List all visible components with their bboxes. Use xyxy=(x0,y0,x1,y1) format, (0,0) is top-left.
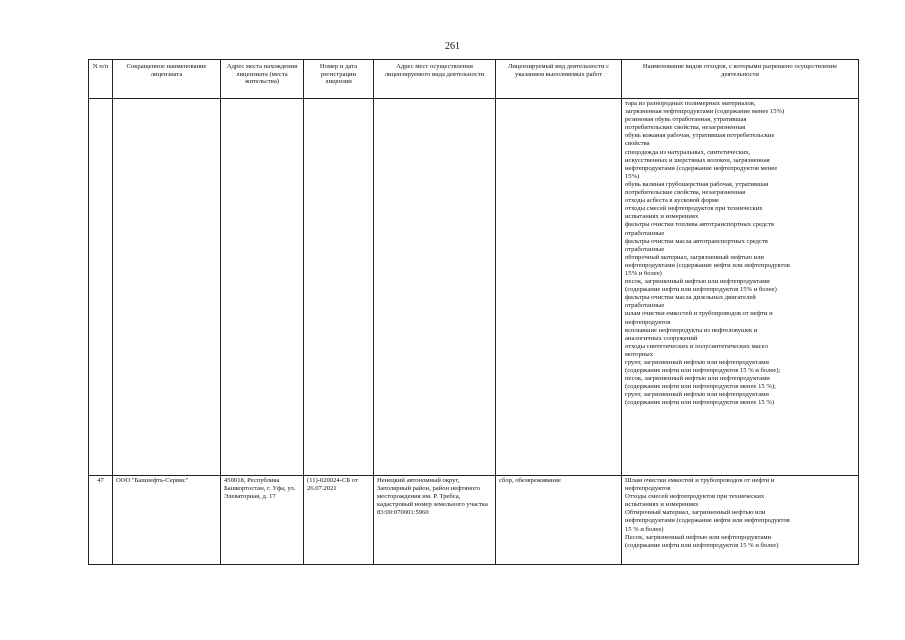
cell-empty xyxy=(221,99,304,476)
waste-type-line: грунт, загрязненный нефтью или нефтепродуктами xyxy=(625,359,769,366)
waste-type-line: всплывшие нефтепродукты из нефтеловушек и xyxy=(625,326,758,334)
waste-type-line: отработанные xyxy=(625,302,665,310)
waste-type-line: Песок, загрязненный нефтью или нефтепродуктами xyxy=(625,533,772,541)
waste-type-line: 15% и более) xyxy=(625,269,662,277)
cell-waste-types xyxy=(622,99,859,476)
waste-type-line: спецодежда из натуральных, синтетических, xyxy=(625,148,751,156)
page-number: 261 xyxy=(445,41,460,52)
waste-type-line: тара из разнородных полимерных материалов, xyxy=(625,100,756,107)
waste-type-line: нефтепродуктами (содержание нефтепродуктов менее xyxy=(625,164,778,172)
waste-type-line: 15%) xyxy=(625,172,640,180)
waste-type-line: испытаниях и измерениях xyxy=(625,501,699,509)
waste-type-line: искусственных и шерстяных волокон, загрязненная xyxy=(625,156,770,164)
header-activity-type: Лицензируемый вид деятельности с указанием выполняемых работ xyxy=(496,60,622,99)
table-row-continuation xyxy=(89,99,859,476)
cell-number: 47 xyxy=(89,476,113,565)
waste-type-line: обтирочный материал, загрязненный нефтью или xyxy=(625,253,764,261)
waste-type-line: фильтры очистки топлива автотранспортных средств xyxy=(625,221,775,229)
cell-licensee-name: ООО "Башнефть-Сервис" xyxy=(113,476,221,565)
cell-empty xyxy=(304,99,374,476)
waste-type-line: (содержание нефти или нефтепродуктов 15 % и более) xyxy=(625,541,779,549)
waste-type-line: испытаниях и измерениях xyxy=(625,213,699,221)
waste-type-line: грунт, загрязненный нефтью или нефтепродуктами xyxy=(625,391,769,399)
waste-type-line: обувь валяная грубошерстная рабочая, утратившая xyxy=(625,180,769,188)
waste-type-line: (содержание нефти или нефтепродуктов 15 % и более); xyxy=(625,367,781,375)
waste-type-line: песок, загрязненный нефтью или нефтепродуктами xyxy=(625,278,770,286)
cell-licensee-address: 450018, Республика Башкортостан, г. Уфа, ул. Элеваторная, д. 17 xyxy=(221,476,304,565)
table-header-row xyxy=(89,60,859,99)
cell-waste-types xyxy=(622,476,859,565)
waste-type-line: нефтепродуктов xyxy=(625,318,671,326)
header-licensee-name: Сокращенное наименование лицензиата xyxy=(113,60,221,99)
waste-type-line: фильтры очистки масла автотранспортных средств xyxy=(625,237,768,245)
waste-type-line: шлам очистки емкостей и трубопроводов от нефти и xyxy=(625,310,773,318)
waste-type-line: (содержание нефти или нефтепродуктов менее 15 %) xyxy=(625,399,775,407)
waste-type-line: Отходы смесей нефтепродуктов при технических xyxy=(625,493,765,501)
waste-type-line: нефтепродуктами (содержание нефти или нефтепродуктов xyxy=(625,517,790,525)
waste-type-line: (содержание нефти или нефтепродуктов 15% и более) xyxy=(625,286,777,294)
waste-type-line: Обтирочный материал, загрязненный нефтью или xyxy=(625,509,766,517)
cell-license-number-date: (11)-020024-СБ от 26.07.2021 xyxy=(304,476,374,565)
waste-type-line: отходы асбеста в кусковой форме xyxy=(625,197,720,205)
waste-type-line: обувь кожаная рабочая, утратившая потребительские xyxy=(625,132,775,140)
cell-empty xyxy=(374,99,496,476)
waste-type-line: отходы смесей нефтепродуктов при технических xyxy=(625,205,763,213)
header-number: N п/п xyxy=(89,60,113,99)
cell-activity-type: сбор, обезвреживание xyxy=(496,476,622,565)
waste-type-line: 15 % и более) xyxy=(625,525,664,533)
waste-type-line: моторных xyxy=(625,350,654,358)
waste-type-line: потребительские свойства, незагрязненная xyxy=(625,124,746,132)
cell-empty xyxy=(113,99,221,476)
cell-empty xyxy=(496,99,622,476)
header-activity-address: Адрес мест осуществления лицензируемого вида деятельности xyxy=(374,60,496,99)
waste-type-line: отходы синтетических и полусинтетических масел xyxy=(625,342,768,350)
waste-type-line: (содержание нефти или нефтепродуктов менее 15 %); xyxy=(625,383,776,391)
waste-type-line: нефтепродуктов xyxy=(625,485,671,493)
header-licensee-address: Адрес места нахождения лицензиата (места жительства) xyxy=(221,60,304,99)
waste-type-line: загрязненная нефтепродуктами (содержание менее 15%) xyxy=(625,108,785,116)
waste-type-line: нефтепродуктами (содержание нефти или нефтепродуктов xyxy=(625,261,790,269)
cell-activity-address: Ненецкий автономный округ, Заполярный район, район нефтяного месторождения им. Р. Требса, кадастровый номер земельного участка 83:00:070001:5960 xyxy=(374,476,496,565)
waste-type-line: песок, загрязненный нефтью или нефтепродуктами xyxy=(625,375,770,383)
license-registry-table xyxy=(88,59,859,565)
waste-type-line: Шлам очистки емкостей и трубопроводов от нефти и xyxy=(625,477,775,484)
header-license-number-date: Номер и дата регистрации лицензии xyxy=(304,60,374,99)
waste-type-line: потребительские свойства, незагрязненная xyxy=(625,189,746,197)
table-row xyxy=(89,476,859,565)
waste-type-line: аналогичных сооружений xyxy=(625,334,698,342)
waste-type-line: отработанные xyxy=(625,229,665,237)
waste-type-line: свойства xyxy=(625,140,650,148)
cell-empty xyxy=(89,99,113,476)
waste-type-line: фильтры очистки масла дизельных двигателей xyxy=(625,294,756,302)
waste-type-line: резиновая обувь отработанная, утратившая xyxy=(625,116,747,124)
waste-type-line: отработанные xyxy=(625,245,665,253)
header-waste-types: Наименование видов отходов, с которыми разрешено осуществление деятельности xyxy=(622,60,859,99)
